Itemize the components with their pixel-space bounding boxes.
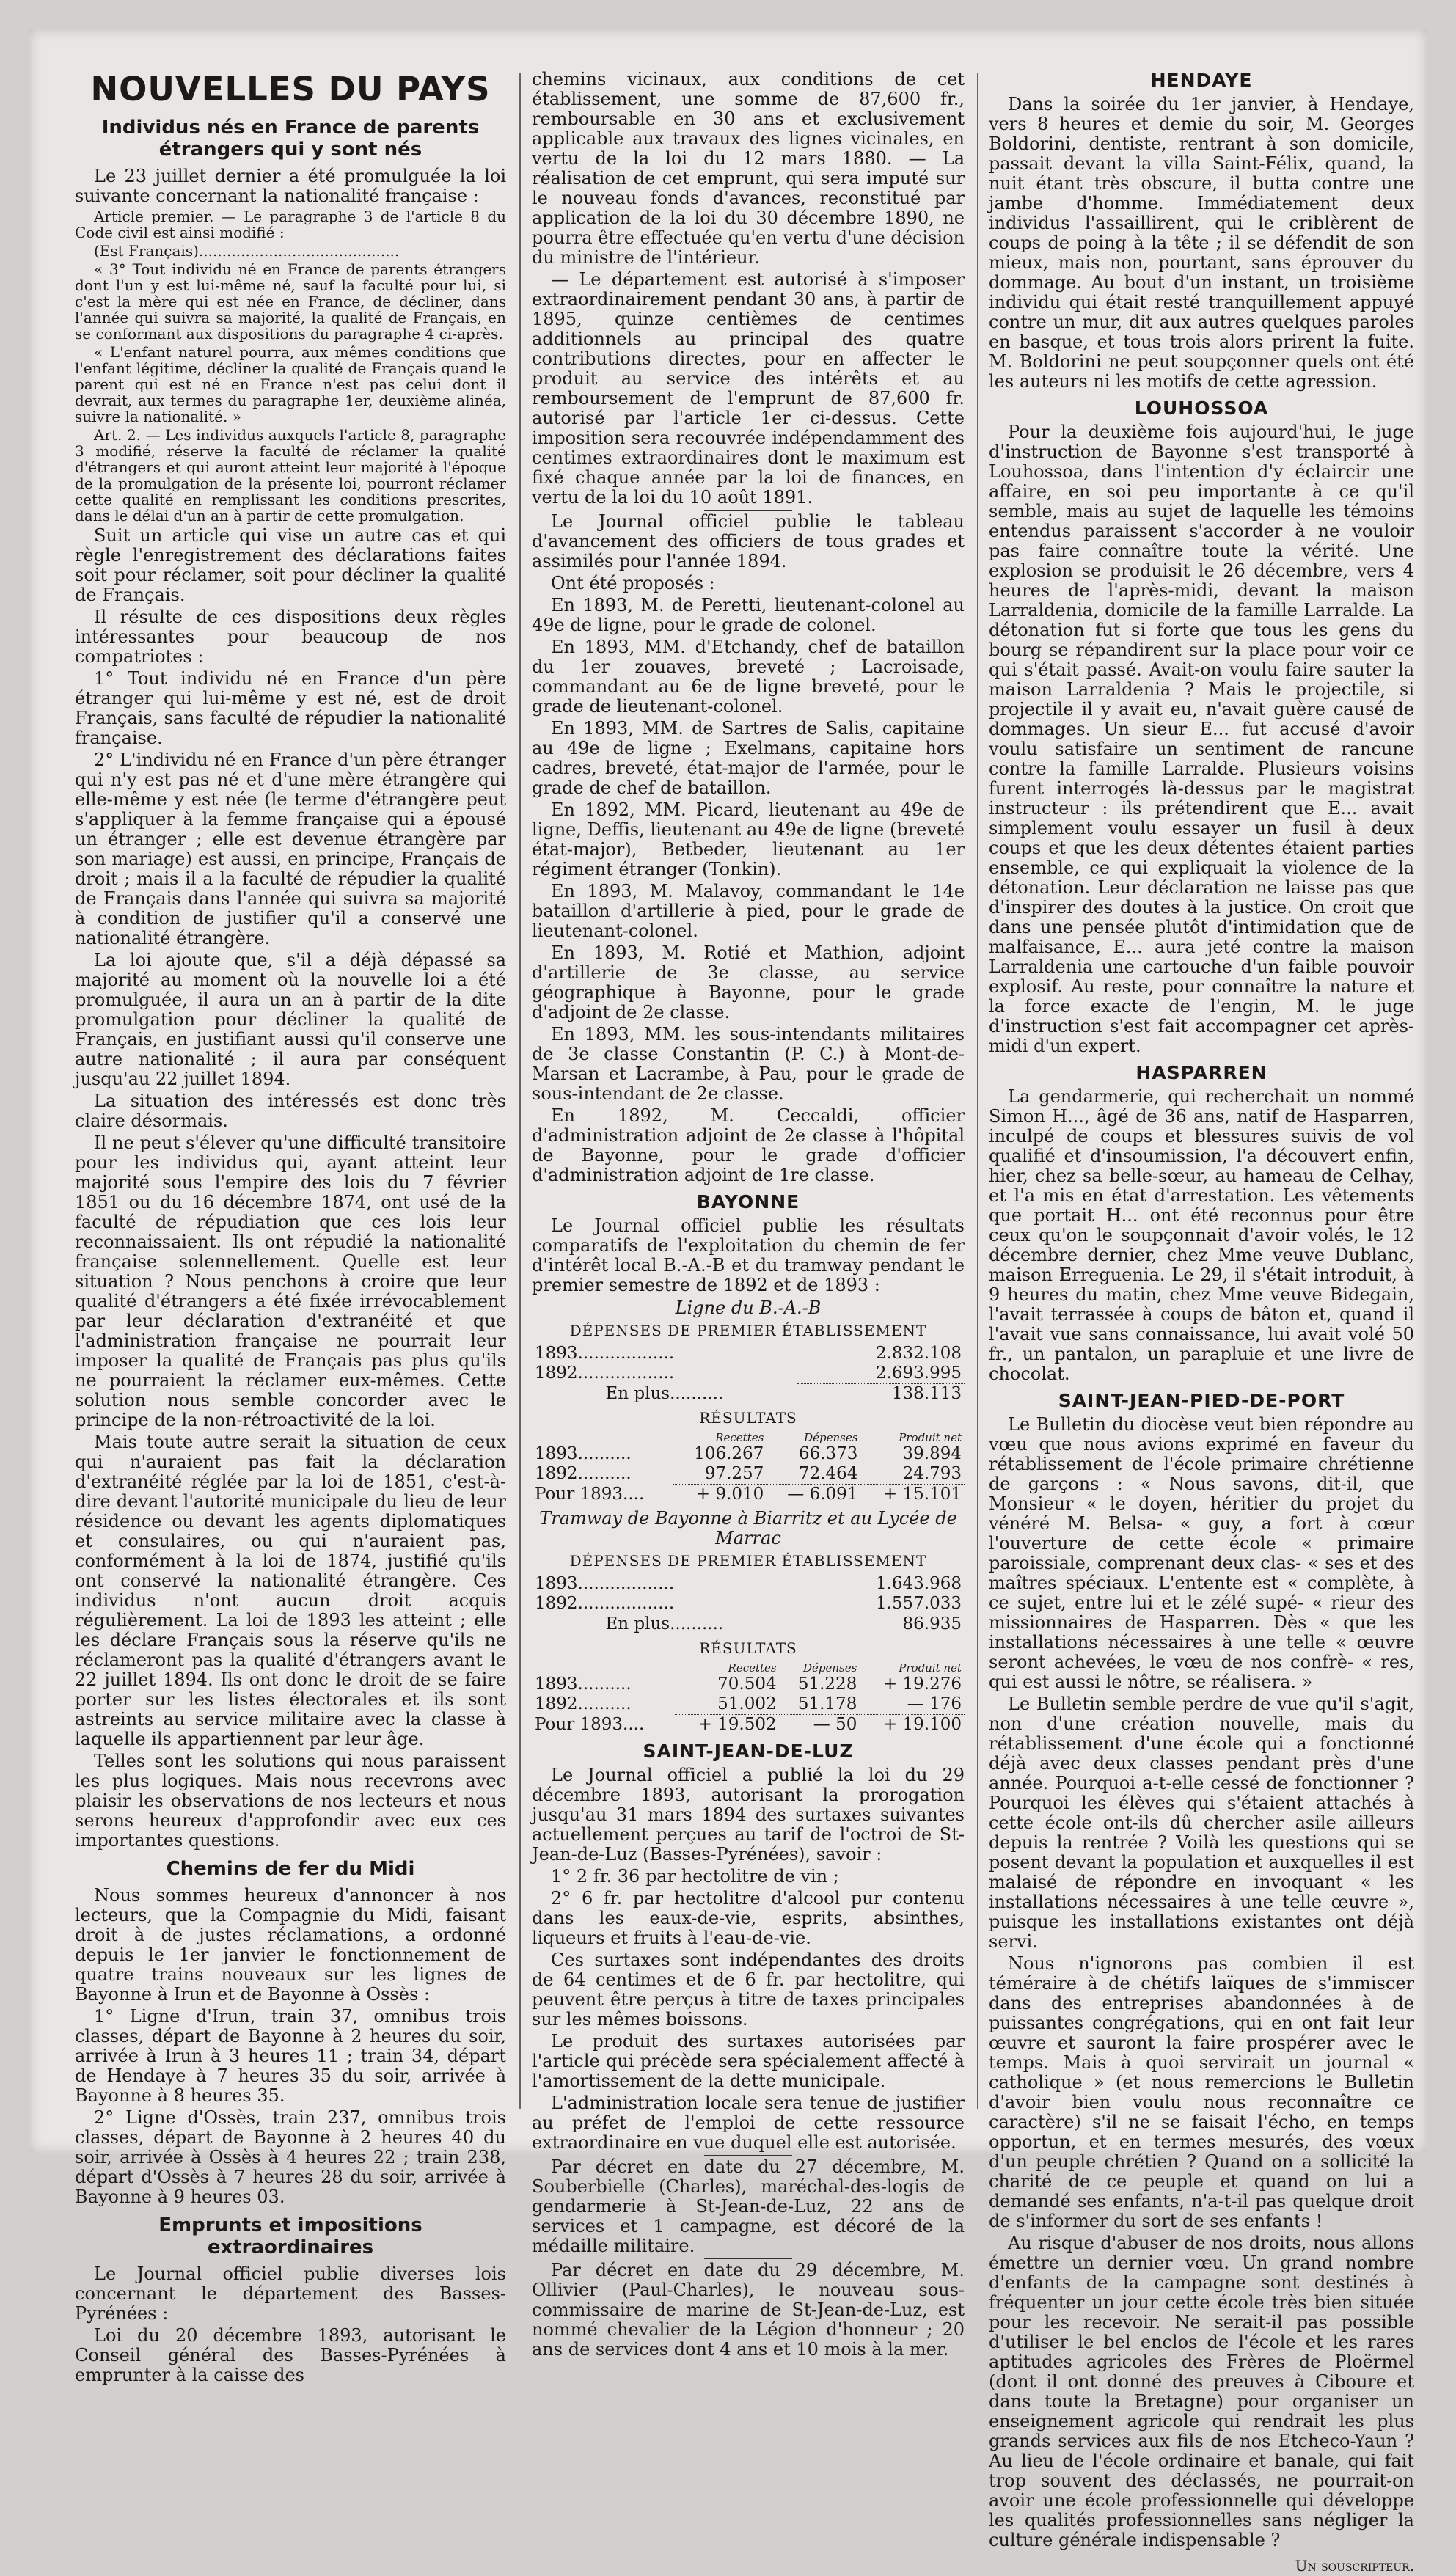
value-cell: 72.464 bbox=[798, 1464, 858, 1483]
paragraph: En 1893, MM. de Sartres de Salis, capitaine au 49e de ligne ; Exelmans, capitaine hors cadres, breveté, état-major de l'armée, pour le grade de chef de bataillon. bbox=[532, 718, 965, 798]
paragraph: En 1893, MM. d'Etchandy, chef de bataillon du 1er zouaves, breveté ; Lacroisade, commandant au 6e de ligne breveté, pour le grade de lieutenant-colonel. bbox=[532, 637, 965, 717]
column-rule bbox=[977, 73, 978, 2109]
value-cell: + 19.276 bbox=[882, 1675, 962, 1694]
table-header-row bbox=[532, 1661, 965, 1675]
table-row bbox=[532, 1594, 965, 1614]
heading-hasparren: HASPARREN bbox=[1135, 1062, 1267, 1083]
value-cell: 1.643.968 bbox=[875, 1574, 962, 1593]
table-header-row bbox=[532, 1431, 965, 1444]
law-text: (Est Français)........................................... bbox=[94, 242, 400, 260]
paragraph: Le 23 juillet dernier a été promulguée la loi suivante concernant la nationalité française : bbox=[75, 166, 506, 206]
law-text: Art. 2. — Les individus auxquels l'article 8, paragraphe 3 modifié, réserve la faculté de réclamer la qualité d'étrangers et qui auront atteint leur majorité à l'époque de la promulgation de la présente loi, pourront réclamer cette qualité en remplissant les conditions prescrites, dans le délai d'un an à partir de cette promulgation. bbox=[75, 426, 506, 524]
value-cell: 51.228 bbox=[797, 1675, 857, 1694]
header-cell bbox=[532, 1431, 673, 1444]
paragraph: Au risque d'abuser de nos droits, nous allons émettre un dernier vœu. Un grand nombre d'enfants de la campagne sont destinés à fréquenter un jour cette école très bien située pour les recevoir. Ne serait-il pas possible d'utiliser le bel enclos de l'école et les rares aptitudes agricoles des Frères de Ploërmel (dont il ont donné des preuves à Ciboure et dans toute la Bretagne) pour organiser un enseignement agricole qui rendrait les plus grands services aux fils de nos Etcheco-Yaun ? Au lieu de l'école ordinaire et banale, qui fait trop souvent des déclassés, ne pourrait-on avoir une école professionnelle qui développe les qualités professionnelles sans négliger la culture générale indispensable ? bbox=[989, 2233, 1414, 2550]
paragraph: Ces surtaxes sont indépendantes des droits de 64 centimes et de 6 fr. par hectolitre, qui peuvent être perçus à titre de taxes principales sur les mêmes boissons. bbox=[532, 1950, 965, 2030]
stats-table-bab-depenses bbox=[532, 1344, 965, 1404]
stats-table-tram-depenses bbox=[532, 1574, 965, 1634]
heading-saint-jean-pied-de-port: SAINT-JEAN-PIED-DE-PORT bbox=[1058, 1390, 1345, 1411]
paragraph: En 1893, M. de Peretti, lieutenant-colonel au 49e de ligne, pour le grade de colonel. bbox=[532, 595, 965, 635]
header-cell: Recettes bbox=[715, 1431, 764, 1444]
paragraph: La situation des intéressés est donc très claire désormais. bbox=[75, 1091, 506, 1131]
year-cell: 1892.................. bbox=[535, 1364, 675, 1383]
heading-bayonne: BAYONNE bbox=[696, 1191, 800, 1212]
table-row bbox=[532, 1364, 965, 1384]
table-row bbox=[532, 1614, 965, 1635]
year-cell: 1892.......... bbox=[535, 1694, 632, 1714]
paragraph: 2° L'individu né en France d'un père étranger qui n'y est pas né et d'une mère étrangère qui elle-même y est née (le terme d'étrangère peut s'appliquer à la femme française qui a épousé un étranger ; elle est devenue étrangère par son mariage) est aussi, en principe, Français de droit ; mais il a la faculté de répudier la qualité de Français dans l'année qui suivra sa majorité à condition de justifier qu'il a conservé une nationalité étrangère. bbox=[75, 750, 506, 948]
year-cell: 1893.......... bbox=[535, 1444, 632, 1463]
value-cell: 86.935 bbox=[797, 1614, 965, 1635]
value-cell: — 50 bbox=[780, 1715, 860, 1735]
paragraph: 2° 6 fr. par hectolitre d'alcool pur contenu dans les eaux-de-vie, esprits, absinthes, liqueurs et fruits à l'eau-de-vie. bbox=[532, 1888, 965, 1948]
paragraph: En 1893, M. Rotié et Mathion, adjoint d'artillerie de 3e classe, au service géographique à Bayonne, pour le grade d'adjoint de 2e classe. bbox=[532, 943, 965, 1022]
paragraph: Suit un article qui vise un autre cas et qui règle l'enregistrement des déclarations faites soit pour réclamer, soit pour décliner la qualité de Français. bbox=[75, 525, 506, 605]
law-text: « 3° Tout individu né en France de parents étrangers dont l'un y est lui-même né, sauf la faculté pour lui, si c'est la mère qui est née en France, de décliner, dans l'année qui suivra sa majorité, la qualité de Français, en se conformant aux dispositions du paragraphe 4 ci-après. bbox=[75, 260, 506, 343]
label-cell: En plus.......... bbox=[605, 1614, 724, 1633]
paragraph: 1° Ligne d'Irun, train 37, omnibus trois classes, départ de Bayonne à 2 heures du soir, arrivée à Irun à 3 heures 11 ; train 34, départ de Hendaye à 7 heures 35 du soir, arrivée à Bayonne à 8 heures 35. bbox=[75, 2006, 506, 2106]
paragraph: La gendarmerie, qui recherchait un nommé Simon H..., âgé de 36 ans, natif de Hasparren, inculpé de coups et blessures suivis de vol qualifié et d'insoumission, l'a découvert enfin, hier, chez sa belle-sœur, au hameau de Celhay, et l'a mis en état d'arrestation. Les vêtements que portait H... ont été reconnus pour être ceux qu'on le soupçonnait d'avoir volés, le 12 décembre dernier, chez Mme veuve Dublanc, maison Erreguenia. Le 29, il s'était introduit, à 9 heures du matin, chez Mme veuve Bidegain, l'avait terrassée à coups de bâton et, quand il l'avait vue sans connaissance, lui avait volé 50 fr., un pantalon, un parapluie et une livre de chocolat. bbox=[989, 1086, 1414, 1384]
paragraph: Le Journal officiel a publié la loi du 29 décembre 1893, autorisant la prorogation jusqu'au 31 mars 1894 des surtaxes suivantes actuellement perçues au tarif de l'octroi de St-Jean-de-Luz (Basses-Pyrénées), savoir : bbox=[532, 1765, 965, 1865]
header-cell: Produit net bbox=[899, 1431, 962, 1444]
paragraph: 1° Tout individu né en France d'un père étranger qui lui-même y est né, est de droit Français, sans faculté de répudier la nationalité française. bbox=[75, 668, 506, 748]
paragraph: Pour la deuxième fois aujourd'hui, le juge d'instruction de Bayonne s'est transporté à Louhossoa, dans l'intention d'y éclaircir une affaire, en soi peu importante à ce qu'il semble, mais au sujet de laquelle les témoins entendus paraissent s'accorder à ne vouloir pas faire connaître toute la vérité. Une explosion se produisit le 26 décembre, vers 4 heures de l'après-midi, devant la maison Larraldenia, domicile de la famille Larralde. La détonation fut si forte que tous les gens du bourg se répandirent sur la place pour voir ce qui s'était passé. Avait-on voulu faire sauter la maison Larraldenia ? Mais le projectile, si projectile il y avait eu, n'avait guère causé de dommages. Un sieur E... fut accusé d'avoir voulu satisfaire un sentiment de rancune contre la famille Larralde. Plusieurs voisins furent interrogés là-dessus par le magistrat instructeur : ils prétendirent que E... avait simplement voulu essayer un fusil à deux coups et que les deux détentes étaient parties ensemble, ce qui expliquait la violence de la détonation. Leur déclaration ne laisse pas que d'inspirer des doutes à la justice. On croit que dans une pensée plutôt d'intimidation que de malfaisance, E... aura jeté contre la maison Larraldenia une cartouche d'un faible pouvoir explosif. Au reste, pour connaître la nature et la force exacte de l'engin, M. le juge d'instruction s'est fait accompagner cet après-midi d'un expert. bbox=[989, 422, 1414, 1056]
value-cell: 51.002 bbox=[717, 1694, 777, 1713]
law-text: Article premier. — Le paragraphe 3 de l'article 8 du Code civil est ainsi modifié : bbox=[75, 208, 506, 241]
law-text: « L'enfant naturel pourra, aux mêmes conditions que l'enfant légitime, décliner la qualité de Français quand le parent qui est né en France n'est pas celui dont il devrait, aux termes du paragraphe 1er, deuxième alinéa, suivre la nationalité. » bbox=[75, 343, 506, 425]
section-divider bbox=[704, 510, 792, 511]
paragraph: Par décret en date du 27 décembre, M. Souberbielle (Charles), maréchal-des-logis de gendarmerie à St-Jean-de-Luz, 22 ans de services et 1 campagne, est décoré de la médaille militaire. bbox=[532, 2156, 965, 2256]
heading-louhossoa: LOUHOSSOA bbox=[1134, 398, 1269, 419]
heading-hendaye: HENDAYE bbox=[1150, 70, 1253, 91]
paragraph: L'administration locale sera tenue de justifier au préfet de l'emploi de cette ressource extraordinaire en vue duquel elle est autorisée. bbox=[532, 2093, 965, 2153]
section-divider bbox=[704, 2258, 792, 2259]
value-cell: — 176 bbox=[907, 1694, 962, 1713]
table-caption: Tramway de Bayonne à Biarritz et au Lycée de Marrac bbox=[539, 1508, 957, 1548]
heading-nationalite: Individus nés en France de parents étrangers qui y sont nés bbox=[101, 117, 480, 161]
label-cell: Pour 1893.... bbox=[535, 1484, 645, 1504]
paragraph: En 1892, M. Ceccaldi, officier d'administration adjoint de 2e classe à l'hôpital de Bayonne, pour le grade d'officier d'administration adjoint de 1re classe. bbox=[532, 1105, 965, 1185]
value-cell: 24.793 bbox=[902, 1464, 962, 1483]
paragraph: En 1893, M. Malavoy, commandant le 14e bataillon d'artillerie à pied, pour le grade de lieutenant-colonel. bbox=[532, 881, 965, 941]
column-1 bbox=[75, 70, 506, 2385]
value-cell: 66.373 bbox=[798, 1444, 858, 1463]
paragraph: La loi ajoute que, s'il a déjà dépassé sa majorité au moment où la nouvelle loi a été promulguée, il aura un an à partir de la dite promulgation pour décliner la qualité de Français, en justifiant aussi qu'il conserve une autre nationalité ; il aura par conséquent jusqu'au 22 juillet 1894. bbox=[75, 950, 506, 1089]
table-row bbox=[532, 1444, 965, 1464]
value-cell: 106.267 bbox=[694, 1444, 764, 1463]
stats-table-bab-resultats bbox=[532, 1431, 965, 1504]
paragraph: Ont été proposés : bbox=[551, 573, 715, 593]
label-cell: En plus.......... bbox=[605, 1383, 724, 1403]
value-cell: 97.257 bbox=[704, 1464, 764, 1483]
header-cell: Dépenses bbox=[803, 1661, 857, 1675]
paragraph: — Le département est autorisé à s'imposer extraordinairement pendant 30 ans, à partir de 1895, quinze centièmes de centimes additionnels au principal des quatre contributions directes, pour en affecter le produit au service des intérêts et au remboursement de l'emprunt de 87,600 fr. autorisé par l'article 1er ci-dessus. Cette imposition sera recouvrée indépendamment des centimes extraordinaires dont le maximum est fixé chaque année par la loi de finances, en vertu de la loi du 10 août 1891. bbox=[532, 269, 965, 508]
year-cell: 1893.................. bbox=[535, 1344, 675, 1363]
paragraph: Le produit des surtaxes autorisées par l'article qui précède sera spécialement affecté à l'amortissement de la dette municipale. bbox=[532, 2031, 965, 2091]
table-row bbox=[532, 1694, 965, 1715]
year-cell: 1892.................. bbox=[535, 1594, 675, 1614]
table-caption: Ligne du B.-A.-B bbox=[675, 1298, 822, 1318]
header-cell bbox=[532, 1661, 675, 1675]
heading-emprunts: Emprunts et impositions extraordinaires bbox=[158, 2214, 422, 2258]
table-row bbox=[532, 1344, 965, 1364]
paragraph: En 1892, MM. Picard, lieutenant au 49e de ligne, Deffis, lieutenant au 49e de ligne (breveté état-major), Betbeder, lieutenant au 1er régiment étranger (Tonkin). bbox=[532, 799, 965, 879]
paragraph: Dans la soirée du 1er janvier, à Hendaye, vers 8 heures et demie du soir, M. Georges Boldorini, dentiste, rentrant à son domicile, passait devant la villa Saint-Félix, quand, la nuit étant très obscure, il butta contre une jambe d'homme. Immédiatement deux individus l'assaillirent, qui le criblèrent de coups de poing à la tête ; il se défendit de son mieux, mais non, pourtant, sans éprouver du dommage. Au bout d'un instant, un troisième individu qui était resté tranquillement appuyé contre un mur, dit aux autres quelques paroles en basque, et tous trois alors prirent la fuite. M. Boldorini ne peut soupçonner quels ont été les auteurs ni les motifs de cette agression. bbox=[989, 94, 1414, 392]
paragraph: En 1893, MM. les sous-intendants militaires de 3e classe Constantin (P. C.) à Mont-de-Marsan et Lacrambe, à Pau, pour le grade de sous-intendant de 2e classe. bbox=[532, 1024, 965, 1104]
paragraph: Le Journal officiel publie le tableau d'avancement des officiers de tous grades et assimilés pour l'année 1894. bbox=[532, 511, 965, 571]
table-row bbox=[532, 1384, 965, 1405]
value-cell: 51.178 bbox=[797, 1694, 857, 1713]
header-cell: Recettes bbox=[728, 1661, 777, 1675]
header-cell: Dépenses bbox=[804, 1431, 858, 1444]
value-cell: 70.504 bbox=[717, 1675, 777, 1694]
paragraph: Nous sommes heureux d'annoncer à nos lecteurs, que la Compagnie du Midi, faisant droit à de justes réclamations, a ordonné depuis le 1er janvier le fonctionnement de quatre trains nouveaux sur les lignes de Bayonne à Irun et de Bayonne à Ossès : bbox=[75, 1885, 506, 2005]
table-row bbox=[532, 1675, 965, 1694]
paragraph: Le Bulletin du diocèse veut bien répondre au vœu que nous avions exprimé en faveur du rétablissement de l'école primaire chrétienne de garçons : « Nous savons, dit-il, que Monsieur « le doyen, héritier du projet du vénéré M. Belsa- « guy, a fort à cœur l'ouverture de cette école « primaire paroissiale, comprenant deux clas- « ses et des maîtres spéciaux. L'entente est « complète, à ce sujet, entre lui et le zélé supé- « rieur des missionnaires de Hasparren. Dès « que les installations nécessaires à une telle « œuvre seront achevées, le vœu de nos confrè- « res, qui est aussi le nôtre, se réalisera. » bbox=[989, 1414, 1414, 1692]
newspaper-page bbox=[29, 29, 1427, 2575]
heading-saint-jean-de-luz: SAINT-JEAN-DE-LUZ bbox=[643, 1741, 854, 1762]
stats-table-tram-resultats bbox=[532, 1661, 965, 1735]
table-subcaption: DÉPENSES DE PREMIER ÉTABLISSEMENT bbox=[569, 1322, 927, 1339]
paragraph: Par décret en date du 29 décembre, M. Ollivier (Paul-Charles), le nouveau sous-commissaire de marine de St-Jean-de-Luz, est nommé chevalier de la Légion d'honneur ; 20 ans de services dont 4 ans et 10 mois à la mer. bbox=[532, 2260, 965, 2360]
column-rule bbox=[519, 73, 521, 2109]
column-2 bbox=[532, 69, 965, 2360]
value-cell: + 9.010 bbox=[673, 1485, 767, 1505]
value-cell: + 19.100 bbox=[860, 1715, 965, 1735]
value-cell: 2.693.995 bbox=[875, 1364, 962, 1383]
table-subcaption: DÉPENSES DE PREMIER ÉTABLISSEMENT bbox=[569, 1552, 927, 1570]
table-subcaption: RÉSULTATS bbox=[699, 1639, 797, 1657]
year-cell: 1893.......... bbox=[535, 1675, 632, 1694]
year-cell: 1892.......... bbox=[535, 1464, 632, 1484]
value-cell: 39.894 bbox=[902, 1444, 962, 1463]
heading-chemins-de-fer: Chemins de fer du Midi bbox=[166, 1858, 415, 1880]
paragraph: chemins vicinaux, aux conditions de cet établissement, une somme de 87,600 fr., remboursable en 30 ans et exclusivement applicable aux travaux des lignes vicinales, en vertu de la loi du 12 mars 1880. — La réalisation de cet emprunt, qui sera imputé sur le nouveau fonds d'avances, reconstitué par application de la loi du 30 décembre 1890, ne pourra être effectuée qu'en vertu d'une décision du ministre de l'intérieur. bbox=[532, 69, 965, 268]
masthead-title: NOUVELLES DU PAYS bbox=[90, 70, 491, 109]
paragraph: Le Journal officiel publie diverses lois concernant le département des Basses-Pyrénées : bbox=[75, 2264, 506, 2324]
value-cell: + 15.101 bbox=[860, 1485, 965, 1505]
table-row bbox=[532, 1574, 965, 1594]
value-cell: 2.832.108 bbox=[875, 1344, 962, 1363]
paragraph: Loi du 20 décembre 1893, autorisant le Conseil général des Basses-Pyrénées à emprunter à la caisse des bbox=[75, 2325, 506, 2385]
label-cell: Pour 1893.... bbox=[535, 1714, 645, 1734]
value-cell: 1.557.033 bbox=[875, 1594, 962, 1613]
table-row bbox=[532, 1464, 965, 1485]
paragraph: Le Bulletin semble perdre de vue qu'il s'agit, non d'une création nouvelle, mais du rétablissement d'une école qui a fonctionné déjà avec deux classes pendant près d'une année. Pourquoi a-t-elle cessé de fonctionner ? Pourquoi les élèves qui s'étaient attachés à cette école ont-ils dû chercher asile ailleurs depuis la rentrée ? Voilà les questions qui se posent devant la population et auxquelles il est malaisé de répondre en invoquant « les installations nécessaires à une telle œuvre », puisque les installations existantes ont déjà servi. bbox=[989, 1694, 1414, 1952]
table-row bbox=[532, 1485, 965, 1505]
paragraph: 1° 2 fr. 36 par hectolitre de vin ; bbox=[551, 1866, 839, 1887]
header-cell: Produit net bbox=[899, 1661, 962, 1675]
paragraph: Le Journal officiel publie les résultats comparatifs de l'exploitation du chemin de fer d'intérêt local B.-A.-B et du tramway pendant le premier semestre de 1892 et de 1893 : bbox=[532, 1215, 965, 1295]
paragraph: Telles sont les solutions qui nous paraissent les plus logiques. Mais nous recevrons avec plaisir les observations de nos lecteurs et nous serons heureux d'approfondir avec eux ces importantes questions. bbox=[75, 1751, 506, 1851]
signature: Un souscripteur. bbox=[1295, 2557, 1414, 2575]
table-subcaption: RÉSULTATS bbox=[699, 1409, 797, 1427]
paragraph: Mais toute autre serait la situation de ceux qui n'auraient pas fait la déclaration d'extranéité réglée par la loi de 1851, c'est-à-dire devant l'autorité municipale du lieu de leur résidence ou devant les agents diplomatiques et consulaires, ou qui n'auraient pas, conformément à la loi de 1874, justifié qu'ils ont conservé la nationalité étrangère. Ces individus n'ont aucun droit acquis régulièrement. La loi de 1893 les atteint ; elle les déclare Français sous la réserve qu'ils ne réclameront pas la qualité d'étrangers avant le 22 juillet 1894. Ils ont donc le droit de se faire porter sur les listes électorales et ils sont astreints au service militaire avec la classe à laquelle ils appartiennent par leur âge. bbox=[75, 1432, 506, 1749]
section-divider bbox=[704, 2155, 792, 2156]
paragraph: Nous n'ignorons pas combien il est téméraire à de chétifs laïques de s'immiscer dans des entreprises abandonnées à de puissantes congrégations, qui en ont fait leur œuvre et sauront la faire prospérer avec le temps. Mais à quoi servirait un journal « catholique » (et nous remercions le Bulletin d'avoir bien voulu nous reconnaître ce caractère) s'il ne se faisait l'écho, en temps opportun, et en termes mesurés, des vœux d'un peuple chrétien ? Quand on a sollicité la charité de ce peuple et quand on lui a demandé ses enfants, n'a-t-il pas quelque droit de s'informer du sort de ses enfants ! bbox=[989, 1953, 1414, 2231]
paragraph: Il résulte de ces dispositions deux règles intéressantes pour beaucoup de nos compatriotes : bbox=[75, 607, 506, 667]
value-cell: + 19.502 bbox=[675, 1715, 780, 1735]
table-row bbox=[532, 1715, 965, 1735]
column-3 bbox=[989, 70, 1414, 2575]
paragraph: Il ne peut s'élever qu'une difficulté transitoire pour les individus qui, ayant atteint leur majorité sous l'empire des lois du 7 février 1851 ou du 16 décembre 1874, ont usé de la faculté de répudiation que ces lois leur reconnaissaient. Ils ont répudié la nationalité française solennellement. Quelle est leur situation ? Nous penchons à croire que leur qualité d'étrangers a été fixée irrévocablement par leur déclaration d'extranéité et que l'administration française ne pourrait leur imposer la qualité de Français pas plus qu'ils ne pourraient la réclamer eux-mêmes. Cette solution nous semble concorder avec le principe de la non-rétroactivité de la loi. bbox=[75, 1133, 506, 1430]
value-cell: 138.113 bbox=[797, 1384, 965, 1405]
paragraph: 2° Ligne d'Ossès, train 237, omnibus trois classes, départ de Bayonne à 2 heures 40 du soir, arrivée à Ossès à 4 heures 22 ; train 238, départ d'Ossès à 7 heures 28 du soir, arrivée à Bayonne à 9 heures 03. bbox=[75, 2107, 506, 2207]
year-cell: 1893.................. bbox=[535, 1574, 675, 1593]
value-cell: — 6.091 bbox=[767, 1485, 860, 1505]
